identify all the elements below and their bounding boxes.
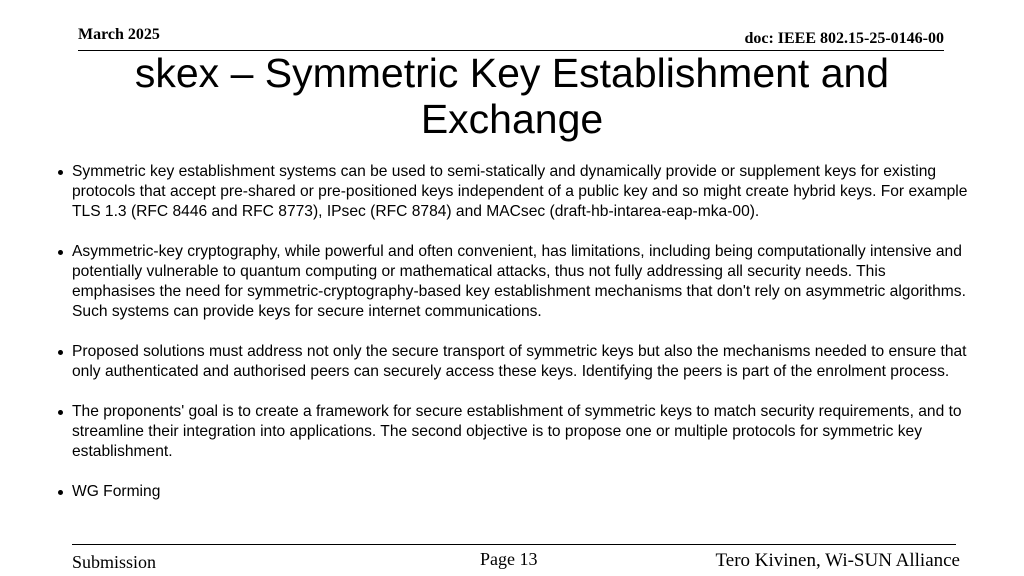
bullet-list [56,162,968,502]
footer-author: Tero Kivinen, Wi-SUN Alliance [715,550,960,571]
bullet-item [56,402,968,462]
footer-submission: Submission [72,552,157,572]
footer-page-number: Page 13 [480,549,538,569]
footer-divider [72,544,956,545]
slide-title: skex – Symmetric Key Establishment and Exchange [134,50,890,142]
bullet-item [56,342,968,382]
bullet-dot-icon [58,350,63,355]
bullet-text: The proponents' goal is to create a framework for secure establishment of symmetric keys to match security requirements, and to streamline their integration into applications. The second objective is to propose one or multiple protocols for symmetric key establishment. [72,403,962,460]
bullet-text: WG Forming [72,483,161,500]
header-doc-id: doc: IEEE 802.15-25-0146-00 [744,30,944,47]
bullet-dot-icon [58,170,63,175]
bullet-dot-icon [58,410,63,415]
bullet-text: Asymmetric-key cryptography, while powerful and often convenient, has limitations, including being computationally intensive and potentially vulnerable to quantum computing or mathematical attacks, thus not fully addressing all security needs. This emphasises the need for symmetric-cryptography-based key establishment mechanisms that don't rely on asymmetric algorithms. Such systems can provide keys for secure internet communications. [72,243,966,320]
bullet-item [56,162,968,222]
bullet-text: Symmetric key establishment systems can be used to semi-statically and dynamically provide or supplement keys for existing protocols that accept pre-shared or pre-positioned keys independent of a public key and so might create hybrid keys. For example TLS 1.3 (RFC 8446 and RFC 8773), IPsec (RFC 8784) and MACsec (draft-hb-intarea-eap-mka-00). [72,163,968,220]
bullet-item [56,482,968,502]
bullet-text: Proposed solutions must address not only the secure transport of symmetric keys but also the mechanisms needed to ensure that only authenticated and authorised peers can securely access these keys. Identifying the peers is part of the enrolment process. [72,343,967,380]
bullet-dot-icon [58,250,63,255]
bullet-dot-icon [58,490,63,495]
bullet-item [56,242,968,322]
header-date: March 2025 [78,26,160,43]
